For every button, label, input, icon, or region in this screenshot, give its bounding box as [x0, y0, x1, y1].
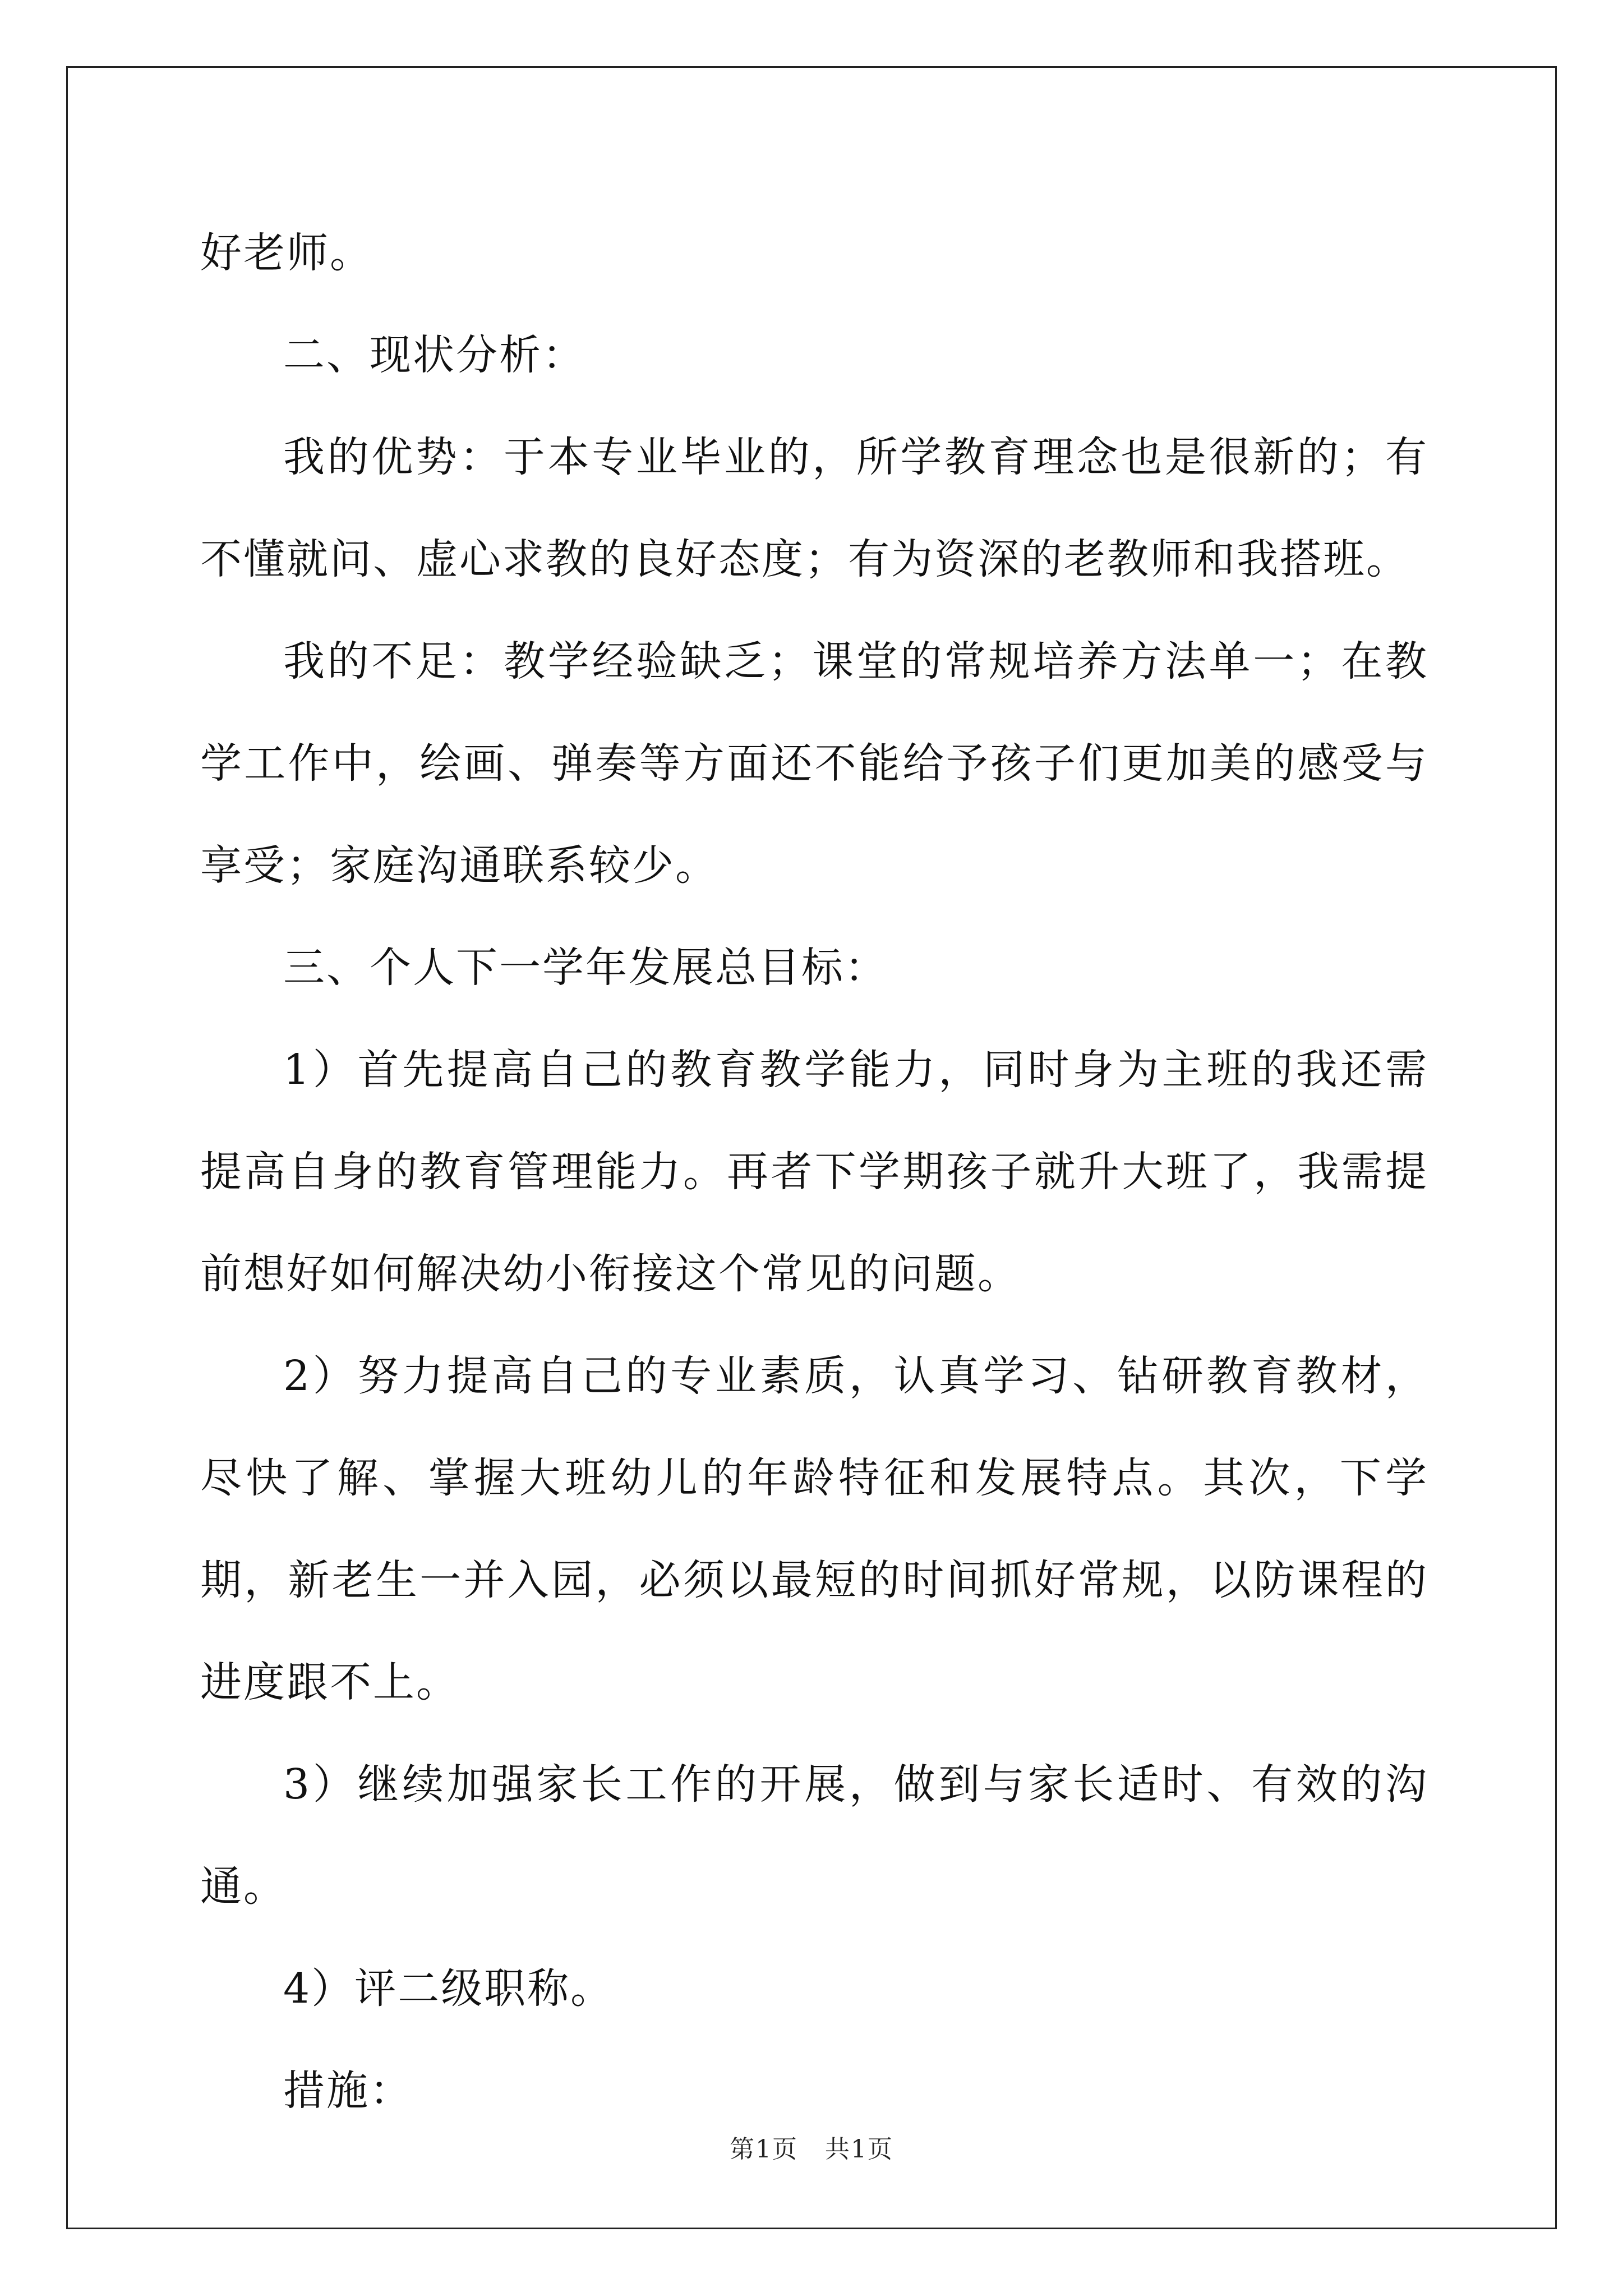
page-number-current: 第1页 — [730, 2135, 798, 2164]
section-heading-goals: 三、个人下一学年发展总目标： — [283, 944, 888, 992]
paragraph-strengths: 我的优势：于本专业毕业的，所学教育理念也是很新的；有不懂就问、虚心求教的良好态度；有为资深的老教师和我搭班。 — [200, 433, 1428, 583]
page-number-total: 共1页 — [825, 2135, 893, 2164]
section-heading-status: 二、现状分析： — [283, 331, 585, 379]
goal-item-4: 4）评二级职称。 — [283, 1964, 614, 2013]
goal-item-2: 2）努力提高自己的专业素质，认真学习、钻研教育教材，尽快了解、掌握大班幼儿的年龄特征和发展特点。其次，下学期，新老生一并入园，必须以最短的时间抓好常规，以防课程的进度跟不上。 — [200, 1352, 1428, 1706]
paragraph-weaknesses: 我的不足：教学经验缺乏；课堂的常规培养方法单一；在教学工作中，绘画、弹奏等方面还不能给予孩子们更加美的感受与享受；家庭沟通联系较少。 — [200, 637, 1428, 890]
goal-item-3: 3）继续加强家长工作的开展，做到与家长适时、有效的沟通。 — [200, 1760, 1428, 1911]
document-body — [200, 202, 1428, 2142]
page-footer — [0, 2129, 1623, 2165]
section-heading-measures: 措施： — [283, 2067, 413, 2115]
goal-item-1: 1）首先提高自己的教育教学能力，同时身为主班的我还需提高自身的教育管理能力。再者下学期孩子就升大班了，我需提前想好如何解决幼小衔接这个常见的问题。 — [200, 1046, 1428, 1298]
paragraph-continuation: 好老师。 — [200, 229, 373, 277]
